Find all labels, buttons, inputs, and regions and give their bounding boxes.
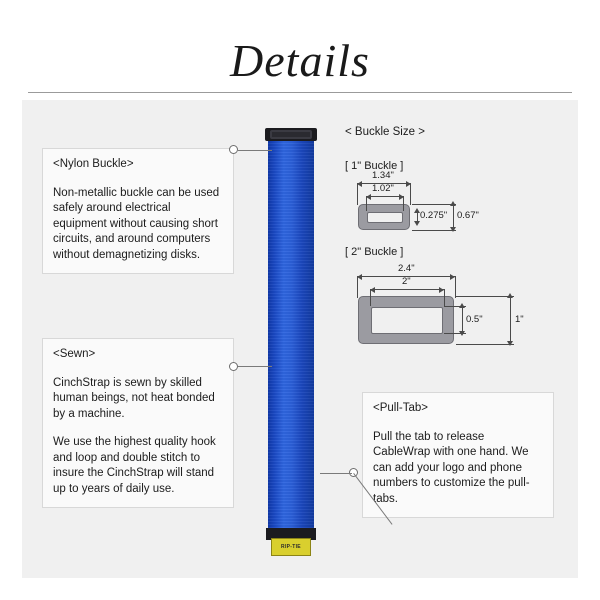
ext-line-1in-outer-left <box>357 183 358 205</box>
callout-nylon-buckle <box>42 148 234 274</box>
dim-line-2in-outer-height <box>510 296 511 344</box>
callout-sewn-body-1: CinchStrap is sewn by skilled human beings, not heat bonded by a machine. <box>53 376 215 420</box>
strap-body-image <box>268 140 314 540</box>
buckle-1in-slot <box>367 212 403 223</box>
buckle-2in-label: [ 2" Buckle ] <box>345 246 404 258</box>
callout-sewn-body-2: We use the highest quality hook and loop and double stitch to insure the CinchStrap will stand up to years of daily use. <box>53 436 216 495</box>
callout-pull-tab <box>362 392 554 518</box>
dim-line-2in-inner-height <box>462 306 463 333</box>
buckle-2in-slot <box>371 307 443 334</box>
page-title: Details <box>230 35 370 86</box>
pull-tab-label: RIP-TIE <box>271 538 311 556</box>
leader-line-nylon <box>238 150 272 151</box>
buckle-1in-label: [ 1" Buckle ] <box>345 160 404 172</box>
ext-line-1in-inner-left <box>366 196 367 211</box>
leader-dot-nylon <box>229 145 238 154</box>
buckle-2in-inner-height-text: 0.5" <box>466 314 483 325</box>
ext-line-1in-inner-right <box>403 196 404 211</box>
buckle-2in-outer-height-text: 1" <box>515 314 524 325</box>
buckle-2in-image <box>358 296 454 344</box>
buckle-1in-outer-width-text: 1.34" <box>372 170 394 181</box>
ext-line-2in-outer-bottom <box>456 344 514 345</box>
dim-line-2in-inner-width <box>370 289 444 290</box>
callout-nylon-body: Non-metallic buckle can be used safely around electrical equipment without causing short circuits, and around computers without demagnetizing disks. <box>53 186 220 261</box>
leader-line-sewn <box>238 366 272 367</box>
buckle-2in-inner-width-text: 2" <box>402 276 411 287</box>
callout-pull-tab-body: Pull the tab to release CableWrap with one hand. We can add your logo and phone numbers to customize the pull-tabs. <box>373 430 530 505</box>
buckle-size-title: < Buckle Size > <box>345 126 425 138</box>
callout-sewn-heading: <Sewn> <box>53 348 96 360</box>
ext-line-1in-outer-top <box>412 204 456 205</box>
callout-nylon-heading: <Nylon Buckle> <box>53 158 134 170</box>
leader-dot-sewn <box>229 362 238 371</box>
buckle-2in-outer-width-text: 2.4" <box>398 263 415 274</box>
ext-line-2in-outer-left <box>357 276 358 298</box>
ext-line-2in-inner-left <box>370 289 371 306</box>
buckle-1in-inner-width-text: 1.02" <box>372 183 394 194</box>
ext-line-2in-inner-bottom <box>444 333 466 334</box>
ext-line-2in-inner-top <box>444 306 466 307</box>
buckle-1in-inner-height-text: 0.275" <box>420 210 448 221</box>
callout-pull-tab-heading: <Pull-Tab> <box>373 402 428 414</box>
callout-sewn <box>42 338 234 508</box>
ext-line-1in-outer-right <box>410 183 411 205</box>
leader-line-pull-tab <box>320 473 352 474</box>
ext-line-1in-outer-bottom <box>412 230 456 231</box>
buckle-1in-outer-height-text: 0.67" <box>457 210 479 221</box>
nylon-buckle-on-strap <box>270 130 312 139</box>
ext-line-2in-outer-top <box>456 296 514 297</box>
ext-line-2in-outer-right <box>455 276 456 298</box>
ext-line-2in-inner-right <box>444 289 445 306</box>
dim-arrow-1in-inner-down <box>414 221 420 226</box>
title-divider <box>28 92 572 93</box>
